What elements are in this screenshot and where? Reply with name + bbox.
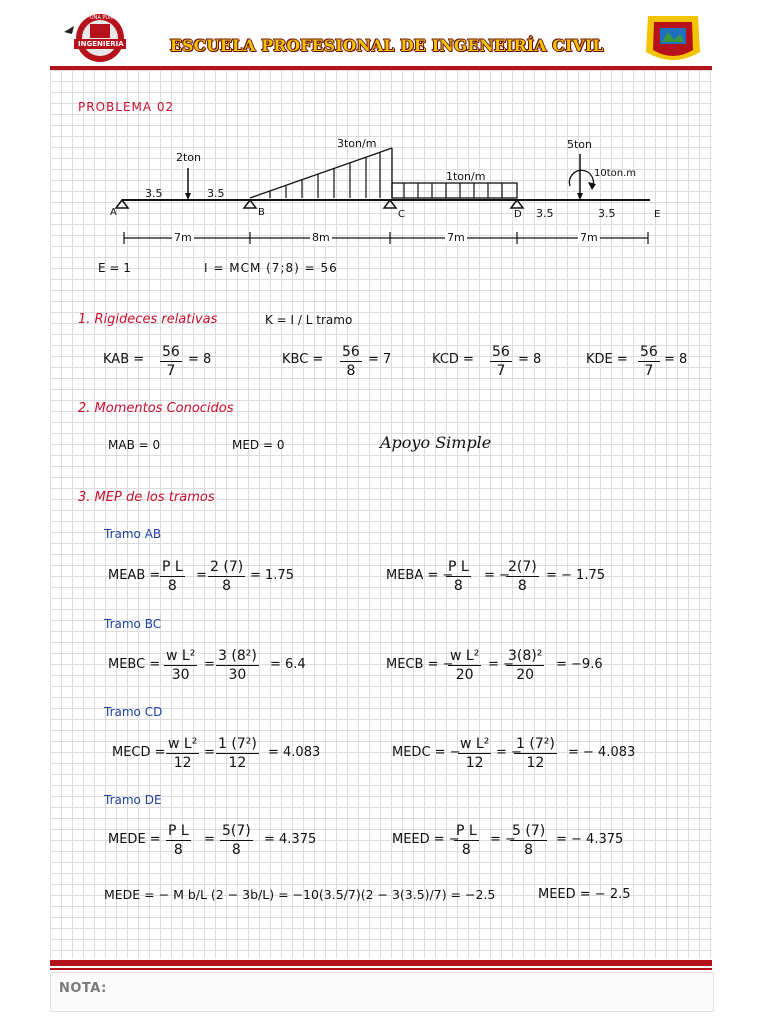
- support-b: [244, 200, 256, 208]
- med-fem-label: MEED = −: [392, 832, 460, 847]
- label-moment: 10ton.m: [594, 168, 637, 179]
- uniform-load-box: [392, 183, 517, 198]
- logo-text: INGENIERIA CIVIL: [78, 40, 147, 48]
- kcd-label: KCD =: [432, 352, 474, 367]
- mab-known: MAB = 0: [108, 438, 161, 452]
- tramo-de-title: Tramo DE: [104, 793, 162, 807]
- label-point-load: 2ton: [176, 151, 202, 164]
- mba-fem-value: = − 1.75: [546, 568, 605, 583]
- mbc-fem-value: = 6.4: [270, 657, 306, 672]
- triangular-load-arrows: [270, 152, 380, 198]
- tramo-cd-title: Tramo CD: [104, 705, 163, 719]
- med-fem-frac-1: $\frac{\text{P L}}{8}$: [456, 823, 477, 858]
- footer-divider-thin: [50, 968, 712, 970]
- mde-fem-value: = 4.375: [264, 832, 317, 847]
- mab-fem-value: = 1.75: [250, 568, 294, 583]
- dimension-line: [124, 232, 648, 244]
- mdc-fem-value: = − 4.083: [568, 745, 636, 760]
- label-node-c: C: [398, 209, 405, 220]
- mcb-fem-frac-1: $\frac{\text{w L²}}{20}$: [450, 648, 480, 683]
- university-shield: [638, 12, 708, 66]
- med-moment-value: MEED = − 2.5: [538, 887, 631, 902]
- tramo-bc-title: Tramo BC: [104, 617, 162, 631]
- mcd-fem-frac-1: $\frac{\text{w L²}}{12}$: [168, 736, 198, 771]
- kbc-fraction: $\frac{56}{8}$: [342, 344, 360, 379]
- mbc-fem-frac-1: $\frac{\text{w L²}}{30}$: [166, 648, 196, 683]
- label-uni-load: 1ton/m: [446, 170, 486, 183]
- mdc-fem-frac-1: $\frac{\text{w L²}}{12}$: [460, 736, 490, 771]
- kde-value: = 8: [664, 352, 688, 367]
- header-divider: [50, 66, 712, 70]
- label-tri-load: 3ton/m: [337, 137, 377, 150]
- tramo-ab-title: Tramo AB: [104, 527, 162, 541]
- uniform-load-arrows: [404, 183, 502, 198]
- mba-fem-frac-2: $\frac{2(7)}{8}$: [508, 559, 537, 594]
- med-known: MED = 0: [232, 438, 285, 452]
- label-span-bc: 8m: [312, 231, 330, 244]
- mbc-fem-label: MEBC =: [108, 657, 161, 672]
- faculty-logo: [60, 12, 147, 64]
- mdc-fem-eq: = −: [496, 745, 522, 760]
- mba-fem-frac-1: $\frac{\text{P L}}{8}$: [448, 559, 469, 594]
- stiffness-formula: K = I / L tramo: [265, 313, 353, 327]
- mde-fem-frac-2: $\frac{5(7)}{8}$: [222, 823, 251, 858]
- label-span-ab: 7m: [174, 231, 192, 244]
- mab-fem-frac-2: $\frac{2 (7)}{8}$: [210, 559, 244, 594]
- label-node-d: D: [514, 209, 522, 220]
- simple-support-note: Apoyo Simple: [380, 433, 492, 452]
- med-fem-eq: = −: [490, 832, 516, 847]
- kbc-value: = 7: [368, 352, 392, 367]
- mcb-fem-label: MECB = −: [386, 657, 454, 672]
- mcb-fem-frac-2: $\frac{\text{3(8)²}}{20}$: [508, 648, 543, 683]
- triangular-load-line: [250, 148, 392, 198]
- mcb-fem-value: = −9.6: [556, 657, 603, 672]
- mcd-fem-value: = 4.083: [268, 745, 321, 760]
- support-d: [511, 200, 523, 208]
- mab-fem-frac-1: $\frac{\text{P L}}{8}$: [162, 559, 183, 594]
- kab-fraction: $\frac{56}{7}$: [162, 344, 180, 379]
- section-1-title: 1. Rigideces relativas: [78, 312, 218, 327]
- mde-fem-frac-1: $\frac{\text{P L}}{8}$: [168, 823, 189, 858]
- kab-label: KAB =: [103, 352, 145, 367]
- label-dist-b: 3.5: [207, 187, 225, 200]
- label-dist-a: 3.5: [145, 187, 163, 200]
- kab-value: = 8: [188, 352, 212, 367]
- label-node-b: B: [258, 207, 265, 218]
- props-i: I = MCM (7;8) = 56: [204, 261, 338, 275]
- props-e: E = 1: [98, 261, 131, 275]
- section-2-title: 2. Momentos Conocidos: [78, 401, 234, 416]
- kde-label: KDE =: [586, 352, 628, 367]
- problem-title: PROBLEMA 02: [78, 100, 175, 114]
- label-node-a: A: [110, 207, 117, 218]
- mab-fem-label: MEAB =: [108, 568, 161, 583]
- label-node-e: E: [654, 209, 661, 220]
- mcb-fem-eq: = −: [488, 657, 514, 672]
- med-fem-value: = − 4.375: [556, 832, 624, 847]
- note-box: [50, 972, 714, 1012]
- mba-fem-label: MEBA = −: [386, 568, 454, 583]
- mba-fem-eq: = −: [484, 568, 510, 583]
- section-3-title: 3. MEP de los tramos: [78, 490, 215, 505]
- mbc-fem-frac-2: $\frac{\text{3 (8²)}}{30}$: [218, 648, 257, 683]
- school-title: ESCUELA PROFESIONAL DE INGENEIRÍA CIVIL: [170, 36, 604, 55]
- label-point-load-2: 5ton: [567, 138, 593, 151]
- mcd-fem-label: MECD =: [112, 745, 166, 760]
- kcd-fraction: $\frac{56}{7}$: [492, 344, 510, 379]
- mdc-fem-frac-2: $\frac{\text{1 (7²)}}{12}$: [516, 736, 555, 771]
- support-c: [384, 200, 396, 208]
- label-dist-d: 3.5: [536, 207, 554, 220]
- mde-moment-formula: MEDE = − M b/L (2 − 3b/L) = −10(3.5/7)(2 − 3(3.5)/7) = −2.5: [104, 887, 496, 902]
- kde-fraction: $\frac{56}{7}$: [640, 344, 658, 379]
- mcd-fem-frac-2: $\frac{\text{1 (7²)}}{12}$: [218, 736, 257, 771]
- label-span-de: 7m: [580, 231, 598, 244]
- footer-divider: [50, 960, 712, 966]
- kcd-value: = 8: [518, 352, 542, 367]
- label-dist-e: 3.5: [598, 207, 616, 220]
- med-fem-frac-2: $\frac{5 (7)}{8}$: [512, 823, 546, 858]
- kbc-label: KBC =: [282, 352, 324, 367]
- support-a: [116, 200, 128, 208]
- note-label: NOTA:: [59, 981, 107, 996]
- label-span-cd: 7m: [447, 231, 465, 244]
- mde-fem-label: MEDE =: [108, 832, 161, 847]
- logo-small-text: UNA PUNO: [90, 15, 117, 21]
- mdc-fem-label: MEDC = −: [392, 745, 461, 760]
